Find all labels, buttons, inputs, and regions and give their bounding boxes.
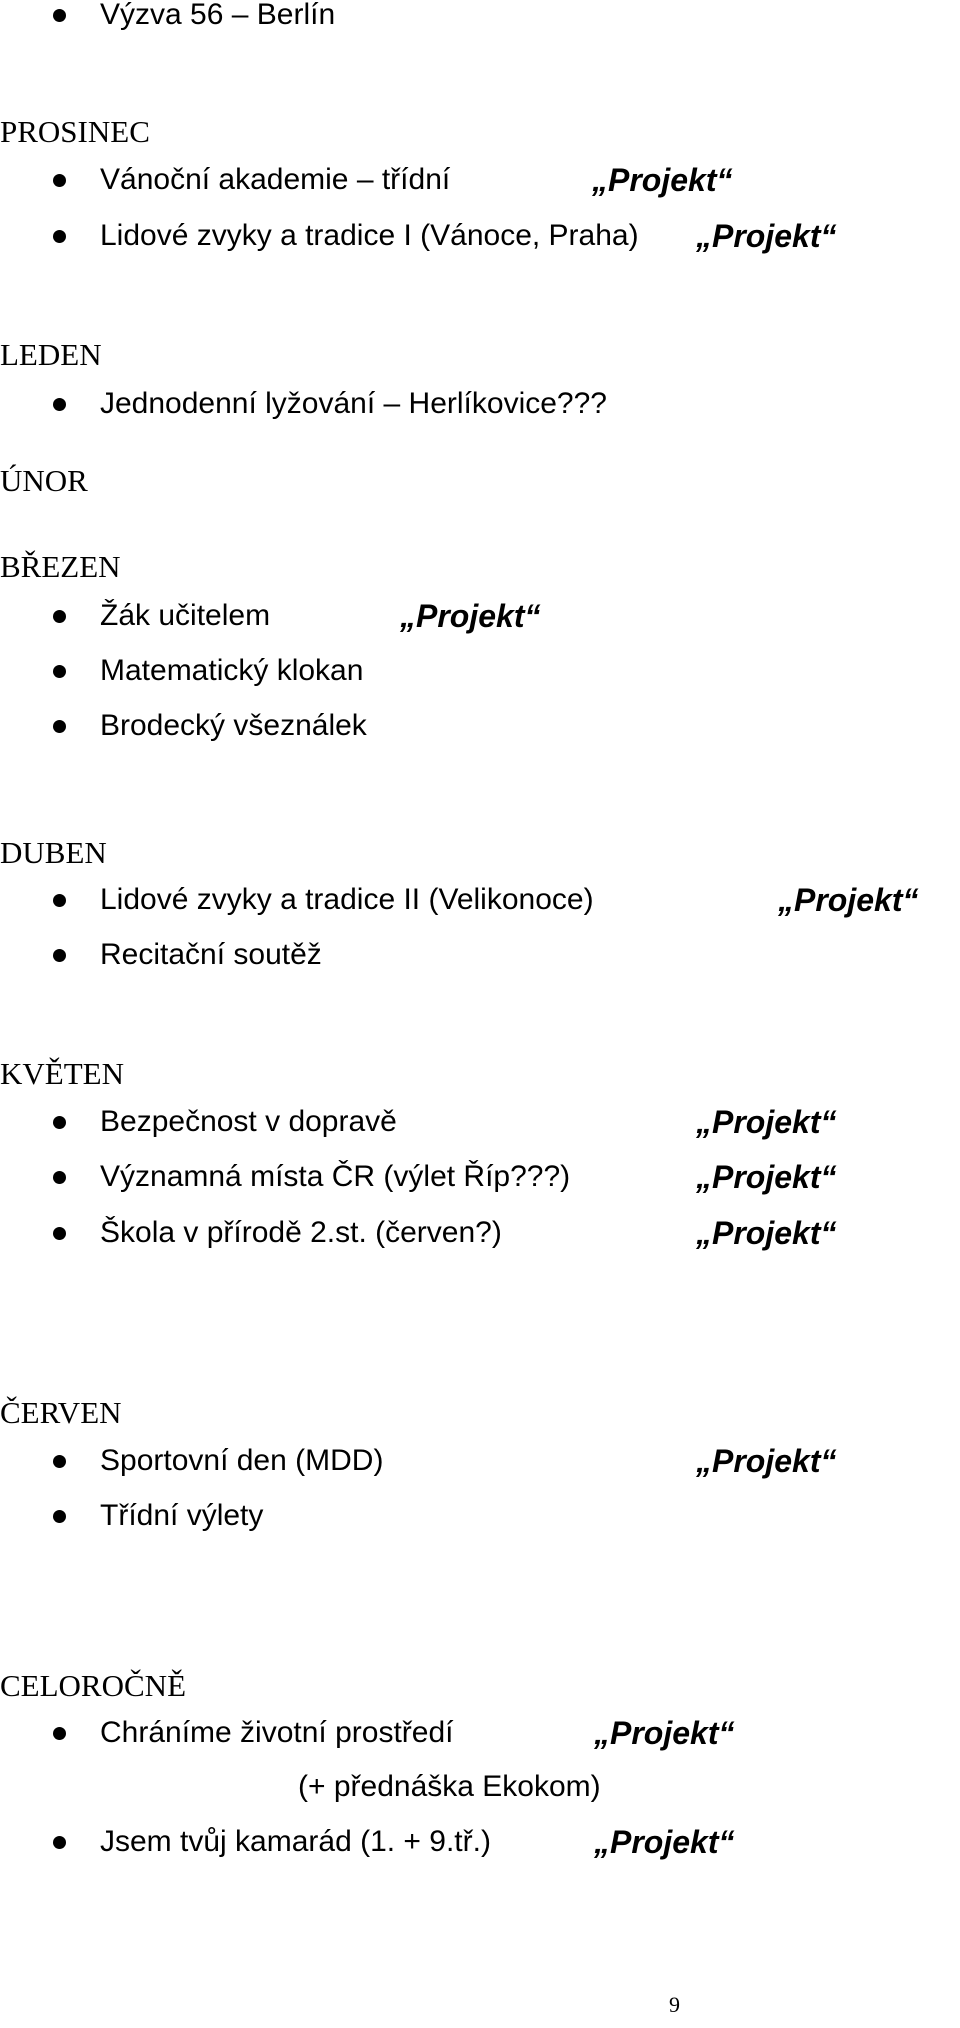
list-item-lidove-1: Lidové zvyky a tradice I (Vánoce, Praha) [100,219,639,252]
list-item-recitacni: Recitační soutěž [100,938,322,971]
bullet-icon [53,1836,66,1849]
bullet-icon [53,1455,66,1468]
list-item-tridni-vylety: Třídní výlety [100,1499,264,1532]
project-label: „Projekt“ [696,1159,837,1195]
list-item-berlin: Výzva 56 – Berlín [100,0,336,31]
bullet-icon [53,1227,66,1240]
page-number: 9 [669,1992,680,2017]
bullet-icon [53,949,66,962]
list-item-lidove-2: Lidové zvyky a tradice II (Velikonoce) [100,883,594,916]
bullet-icon [53,174,66,187]
list-item-lyzovani: Jednodenní lyžování – Herlíkovice??? [100,387,607,420]
list-item-vseznalek: Brodecký všeználek [100,709,367,742]
bullet-icon [53,1510,66,1523]
bullet-icon [53,1171,66,1184]
month-heading-cerven: ČERVEN [0,1395,122,1430]
project-label: „Projekt“ [594,1824,735,1860]
month-heading-leden: LEDEN [0,337,102,372]
bullet-icon [53,9,66,22]
list-item-sportovni-den: Sportovní den (MDD) [100,1444,384,1477]
project-label: „Projekt“ [696,1215,837,1251]
month-heading-prosinec: PROSINEC [0,114,150,149]
list-item-kamarad: Jsem tvůj kamarád (1. + 9.tř.) [100,1825,491,1858]
list-item-bezpecnost: Bezpečnost v dopravě [100,1105,397,1138]
project-label: „Projekt“ [696,1443,837,1479]
month-heading-kveten: KVĚTEN [0,1056,124,1091]
project-label: „Projekt“ [594,1715,735,1751]
project-label: „Projekt“ [696,1104,837,1140]
bullet-icon [53,1116,66,1129]
list-item-zak-ucitelem: Žák učitelem [100,599,271,632]
list-item-chranime: Chráníme životní prostředí [100,1716,454,1749]
month-heading-celorocne: CELOROČNĚ [0,1668,186,1703]
bullet-icon [53,230,66,243]
month-heading-duben: DUBEN [0,835,107,870]
bullet-icon [53,1727,66,1740]
bullet-icon [53,894,66,907]
list-item-klokan: Matematický klokan [100,654,364,687]
list-item-vanocni: Vánoční akademie – třídní [100,163,451,196]
list-item-vyznamna-mista: Významná místa ČR (výlet Říp???) [100,1160,571,1193]
bullet-icon [53,720,66,733]
bullet-icon [53,610,66,623]
project-label: „Projekt“ [592,162,733,198]
bullet-icon [53,398,66,411]
month-heading-unor: ÚNOR [0,463,88,498]
list-item-skola-v-prirode: Škola v přírodě 2.st. (červen?) [100,1216,502,1249]
note-prednaska: (+ přednáška Ekokom) [298,1770,601,1803]
month-heading-brezen: BŘEZEN [0,549,121,584]
bullet-icon [53,665,66,678]
project-label: „Projekt“ [400,598,541,634]
project-label: „Projekt“ [696,218,837,254]
project-label: „Projekt“ [778,882,919,918]
